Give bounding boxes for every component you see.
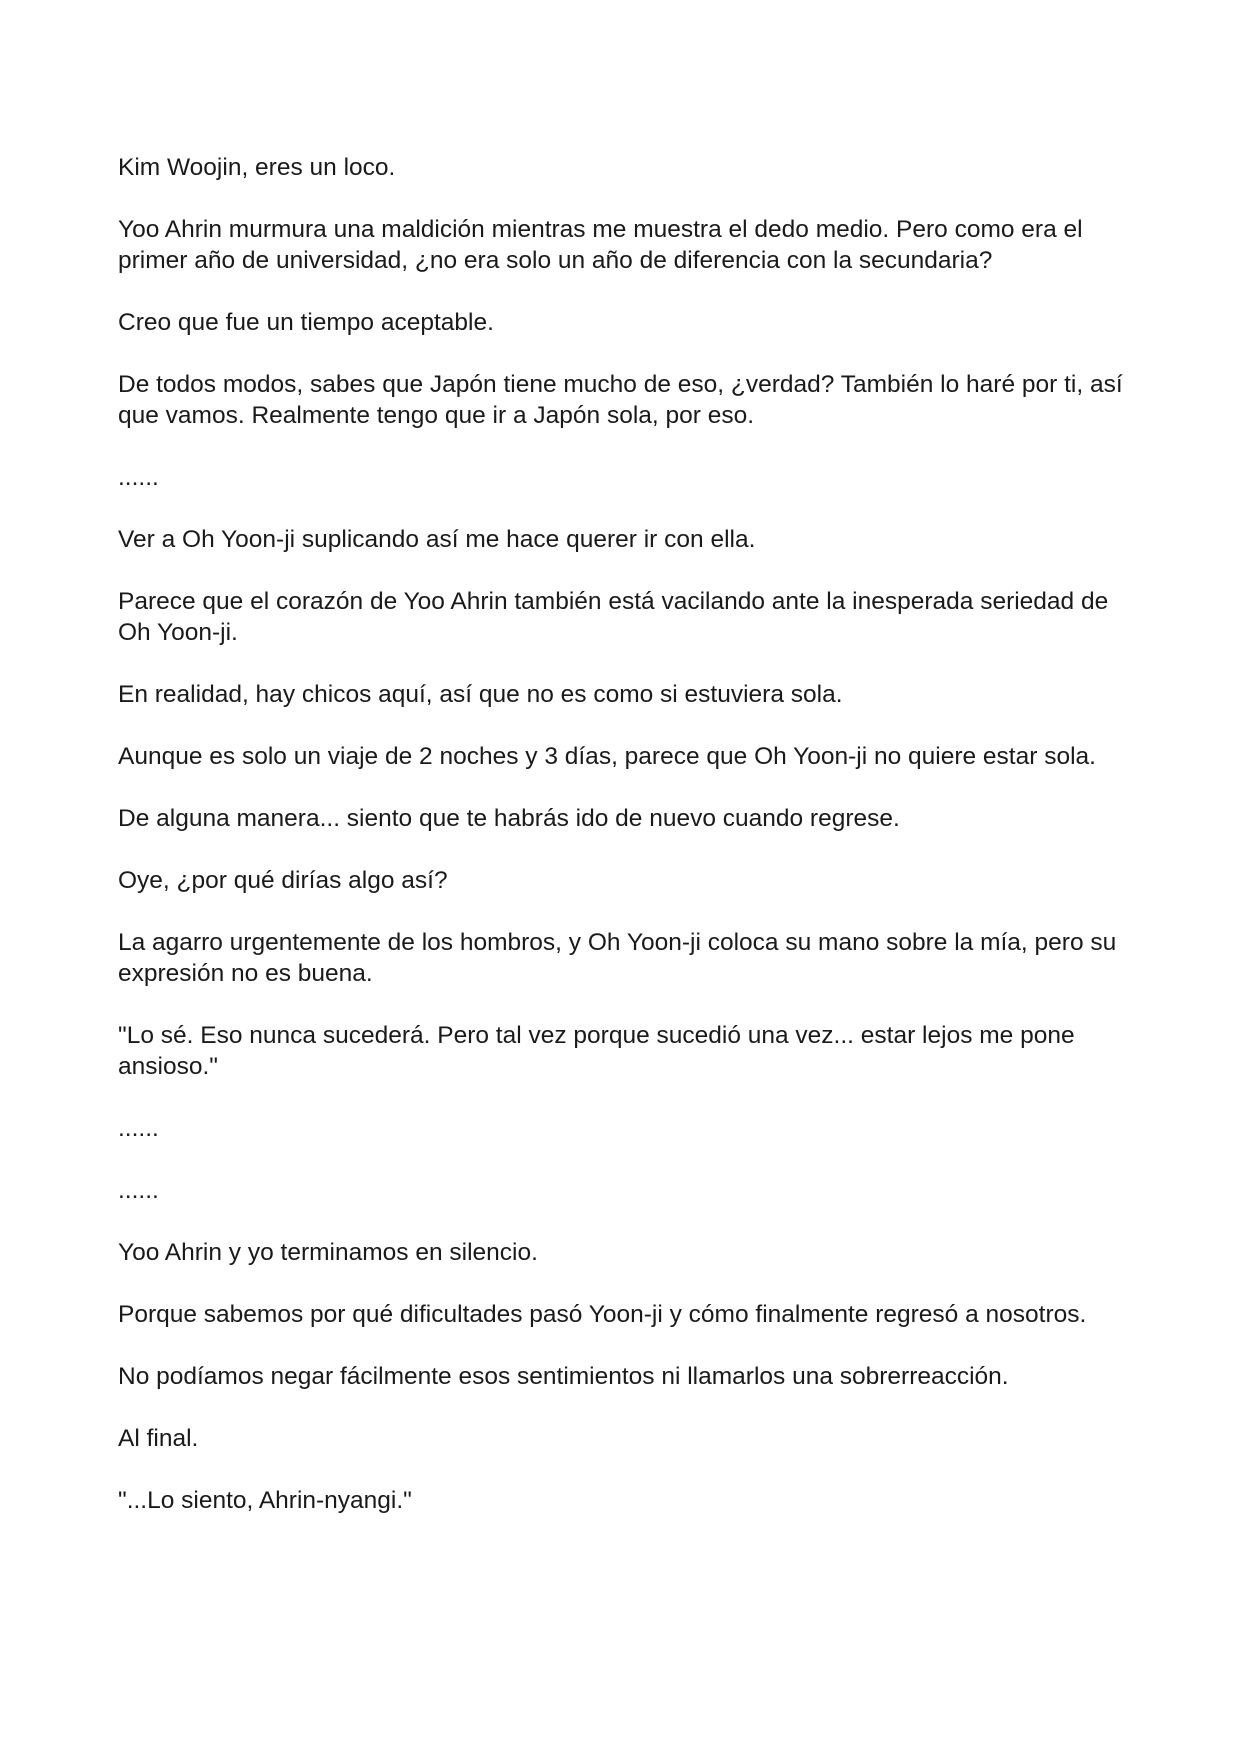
paragraph: "Lo sé. Eso nunca sucederá. Pero tal vez porque sucedió una vez... estar lejos me pone ansioso.": [118, 1022, 1075, 1080]
paragraph: La agarro urgentemente de los hombros, y Oh Yoon-ji coloca su mano sobre la mía, pero su expresión no es buena.: [118, 929, 1117, 987]
paragraph: No podíamos negar fácilmente esos sentimientos ni llamarlos una sobrerreacción.: [118, 1363, 1009, 1390]
paragraph: Porque sabemos por qué dificultades pasó Yoon-ji y cómo finalmente regresó a nosotros.: [118, 1301, 1087, 1328]
paragraph: Kim Woojin, eres un loco.: [118, 154, 396, 181]
document-body: [118, 152, 1128, 1547]
paragraph: Yoo Ahrin y yo terminamos en silencio.: [118, 1239, 538, 1266]
paragraph: En realidad, hay chicos aquí, así que no es como si estuviera sola.: [118, 681, 843, 708]
paragraph: ......: [118, 1177, 159, 1204]
paragraph: Parece que el corazón de Yoo Ahrin también está vacilando ante la inesperada seriedad de Oh Yoon-ji.: [118, 588, 1109, 646]
paragraph: Aunque es solo un viaje de 2 noches y 3 días, parece que Oh Yoon-ji no quiere estar sola.: [118, 743, 1096, 770]
paragraph: De todos modos, sabes que Japón tiene mucho de eso, ¿verdad? También lo haré por ti, así que vamos. Realmente tengo que ir a Japón sola, por eso.: [118, 371, 1123, 429]
paragraph: De alguna manera... siento que te habrás ido de nuevo cuando regrese.: [118, 805, 900, 832]
paragraph: Yoo Ahrin murmura una maldición mientras me muestra el dedo medio. Pero como era el primer año de universidad, ¿no era solo un año de diferencia con la secundaria?: [118, 216, 1083, 274]
paragraph: Al final.: [118, 1425, 199, 1452]
paragraph: Oye, ¿por qué dirías algo así?: [118, 867, 448, 894]
paragraph: "...Lo siento, Ahrin-nyangi.": [118, 1487, 412, 1514]
paragraph: Creo que fue un tiempo aceptable.: [118, 309, 494, 336]
paragraph: Ver a Oh Yoon-ji suplicando así me hace querer ir con ella.: [118, 526, 756, 553]
paragraph: ......: [118, 1115, 159, 1142]
paragraph: ......: [118, 464, 159, 491]
